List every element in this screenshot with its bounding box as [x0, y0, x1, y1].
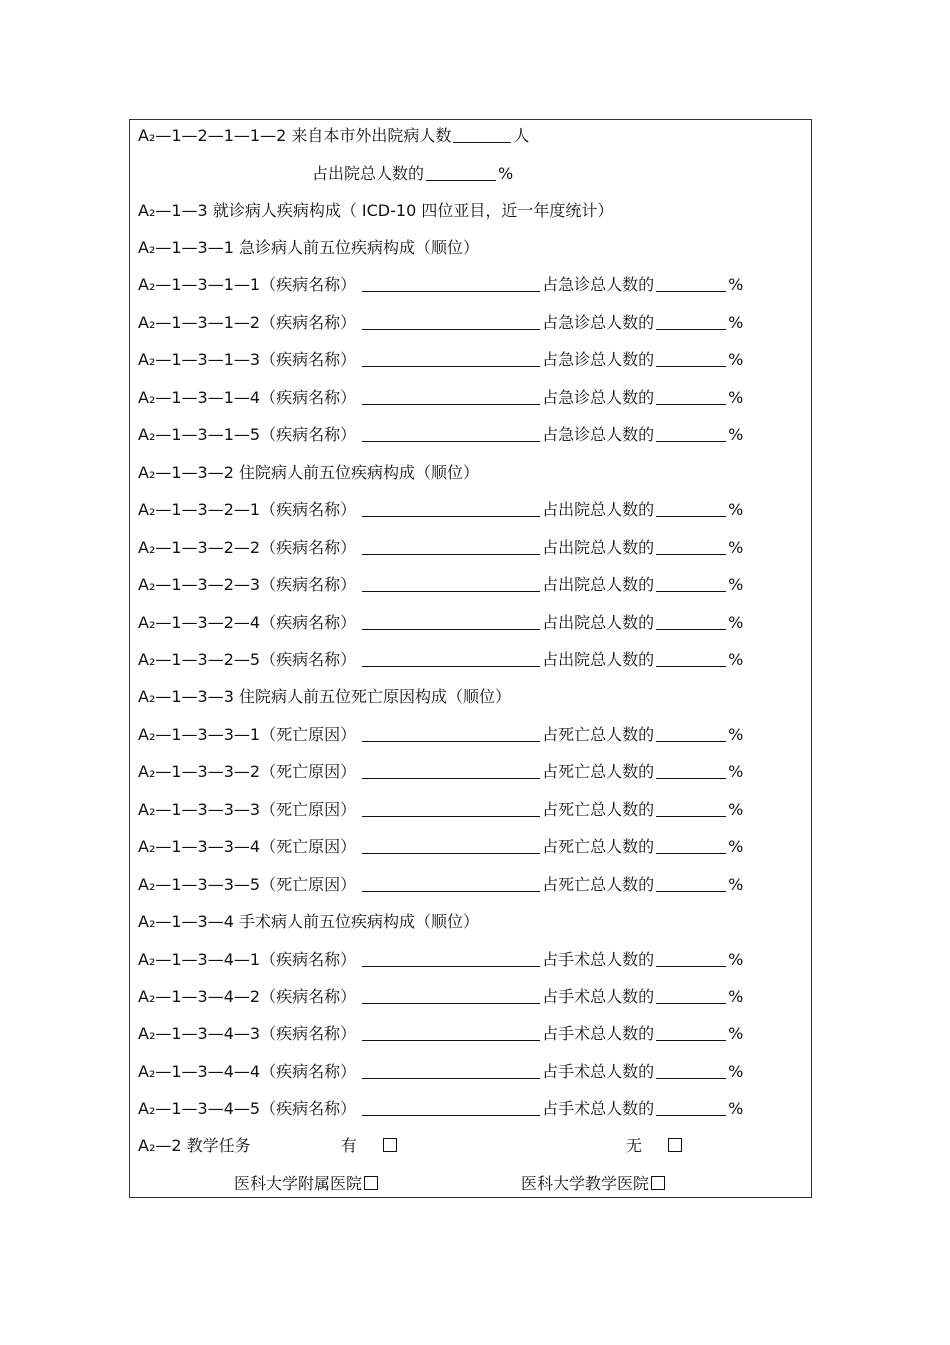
header-unit: 人 — [513, 126, 530, 145]
affiliated-hospital-group — [234, 1172, 378, 1196]
item-share: 占急诊总人数的 — [542, 312, 655, 332]
item-kind: （疾病名称） — [260, 500, 357, 520]
percent-sign: % — [728, 987, 744, 1006]
teaching-label: 教学任务 — [186, 1136, 251, 1155]
item-percent-blank[interactable] — [656, 762, 726, 779]
item-kind: （死亡原因） — [260, 837, 357, 857]
section-code: A₂—1—3—4 — [138, 912, 234, 932]
header-line-outside-city — [138, 124, 529, 148]
item-code: A₂—1—3—3—3 — [138, 799, 261, 819]
teaching-no-group — [626, 1134, 682, 1158]
item-code: A₂—1—3—2—2 — [138, 537, 261, 557]
item-share: 占手术总人数的 — [542, 987, 655, 1006]
item-kind: （死亡原因） — [260, 874, 357, 894]
teaching-hospital-checkbox[interactable] — [651, 1176, 665, 1190]
ranked-item-row — [138, 311, 743, 335]
header-text: 来自本市外出院病人数 — [291, 126, 452, 145]
section-title: 住院病人前五位疾病构成（顺位） — [239, 462, 480, 482]
item-name-blank[interactable] — [362, 500, 540, 517]
item-kind: （死亡原因） — [260, 762, 357, 782]
percent-sign: % — [728, 312, 744, 332]
item-name-blank[interactable] — [362, 725, 540, 742]
item-percent-blank[interactable] — [656, 500, 726, 517]
item-name-blank[interactable] — [362, 1024, 540, 1041]
section-title: 急诊病人前五位疾病构成（顺位） — [239, 238, 480, 257]
item-name-blank[interactable] — [362, 388, 540, 405]
teaching-hospital-group — [521, 1172, 665, 1196]
item-share: 占手术总人数的 — [542, 1024, 655, 1044]
item-percent-blank[interactable] — [656, 950, 726, 967]
item-kind: （疾病名称） — [260, 425, 357, 445]
item-code: A₂—1—3—1—2 — [138, 312, 261, 332]
item-code: A₂—1—3—3—1 — [138, 724, 261, 744]
item-code: A₂—1—3—4—1 — [138, 949, 261, 969]
item-name-blank[interactable] — [362, 1099, 540, 1116]
item-share: 占出院总人数的 — [542, 537, 655, 557]
item-code: A₂—1—3—1—5 — [138, 425, 261, 445]
item-name-blank[interactable] — [362, 313, 540, 330]
percent-sign: % — [728, 500, 744, 520]
item-kind: （疾病名称） — [260, 350, 357, 370]
item-share: 占死亡总人数的 — [542, 762, 655, 782]
item-name-blank[interactable] — [362, 575, 540, 592]
item-kind: （死亡原因） — [260, 724, 357, 744]
item-percent-blank[interactable] — [656, 538, 726, 555]
item-share: 占死亡总人数的 — [542, 799, 655, 819]
ranked-item-row — [138, 536, 743, 560]
ranked-item-row — [138, 1060, 743, 1084]
percent-sign: % — [728, 537, 744, 557]
item-name-blank[interactable] — [362, 762, 540, 779]
item-kind: （疾病名称） — [260, 612, 357, 632]
teaching-row — [138, 1134, 397, 1158]
ranked-item-row — [138, 948, 743, 972]
section-title: 住院病人前五位死亡原因构成（顺位） — [239, 687, 512, 707]
ranked-item-row — [138, 873, 743, 897]
ranked-item-row — [138, 573, 743, 597]
section-heading — [138, 685, 511, 709]
item-share: 占急诊总人数的 — [542, 425, 655, 445]
teaching-no-label: 无 — [626, 1136, 643, 1155]
percent-sign: % — [728, 949, 744, 969]
teaching-yes-label: 有 — [340, 1136, 357, 1155]
percent-sign: % — [728, 799, 744, 819]
item-name-blank[interactable] — [362, 987, 540, 1004]
ranked-item-row — [138, 760, 743, 784]
item-percent-blank[interactable] — [656, 800, 726, 817]
percent-sign: % — [728, 425, 744, 445]
item-code: A₂—1—3—3—5 — [138, 874, 261, 894]
item-code: A₂—1—3—2—3 — [138, 575, 261, 595]
item-percent-blank[interactable] — [656, 1062, 726, 1079]
percent-sign: % — [728, 575, 744, 595]
percent-sign: % — [728, 387, 744, 407]
teaching-code: A₂—2 — [138, 1136, 182, 1155]
ranked-item-row — [138, 498, 743, 522]
percent-sign: % — [728, 762, 744, 782]
item-share: 占出院总人数的 — [542, 500, 655, 520]
item-percent-blank[interactable] — [656, 987, 726, 1004]
item-kind: （疾病名称） — [260, 387, 357, 407]
outside-city-count-blank[interactable] — [453, 126, 511, 143]
item-code: A₂—1—3—4—2 — [138, 987, 261, 1006]
ranked-item-row — [138, 835, 743, 859]
item-kind: （疾病名称） — [260, 1099, 357, 1119]
item-share: 占出院总人数的 — [542, 649, 655, 669]
item-kind: （死亡原因） — [260, 799, 357, 819]
item-name-blank[interactable] — [362, 950, 540, 967]
ranked-item-row — [138, 348, 743, 372]
ranked-item-row — [138, 798, 743, 822]
percent-sign: % — [728, 350, 744, 370]
item-kind: （疾病名称） — [260, 987, 357, 1006]
item-share: 占死亡总人数的 — [542, 724, 655, 744]
item-kind: （疾病名称） — [260, 649, 357, 669]
teaching-hospital-label: 医科大学教学医院 — [521, 1174, 650, 1193]
item-name-blank[interactable] — [362, 275, 540, 292]
affiliated-hospital-label: 医科大学附属医院 — [234, 1174, 363, 1193]
item-kind: （疾病名称） — [260, 1061, 357, 1081]
item-name-blank[interactable] — [362, 650, 540, 667]
item-percent-blank[interactable] — [656, 575, 726, 592]
item-kind: （疾病名称） — [260, 575, 357, 595]
ranked-item-row — [138, 1097, 743, 1121]
item-kind: （疾病名称） — [260, 275, 357, 295]
ranked-item-row — [138, 611, 743, 635]
item-share: 占手术总人数的 — [542, 949, 655, 969]
item-percent-blank[interactable] — [656, 1099, 726, 1116]
ranked-item-row — [138, 648, 743, 672]
item-share: 占出院总人数的 — [542, 612, 655, 632]
affiliated-hospital-checkbox[interactable] — [364, 1176, 378, 1190]
item-kind: （疾病名称） — [260, 537, 357, 557]
header-line-share — [312, 162, 513, 186]
ranked-item-row — [138, 985, 743, 1009]
percent-sign: % — [728, 1099, 744, 1119]
item-percent-blank[interactable] — [656, 388, 726, 405]
section-code: A₂—1—3—1 — [138, 238, 234, 257]
header-code: A₂—1—3 — [138, 201, 208, 220]
item-name-blank[interactable] — [362, 800, 540, 817]
item-percent-blank[interactable] — [656, 425, 726, 442]
section-heading — [138, 461, 479, 485]
header-unit: % — [498, 164, 514, 183]
item-share: 占死亡总人数的 — [542, 837, 655, 857]
ranked-item-row — [138, 423, 743, 447]
item-share: 占急诊总人数的 — [542, 387, 655, 407]
percent-sign: % — [728, 612, 744, 632]
outside-city-share-blank[interactable] — [426, 164, 496, 181]
item-share: 占急诊总人数的 — [542, 350, 655, 370]
section-code: A₂—1—3—3 — [138, 687, 234, 707]
item-code: A₂—1—3—2—1 — [138, 500, 261, 520]
item-percent-blank[interactable] — [656, 313, 726, 330]
percent-sign: % — [728, 275, 744, 295]
item-code: A₂—1—3—3—4 — [138, 837, 261, 857]
item-code: A₂—1—3—4—3 — [138, 1024, 261, 1044]
item-name-blank[interactable] — [362, 538, 540, 555]
item-code: A₂—1—3—1—4 — [138, 387, 261, 407]
item-share: 占手术总人数的 — [542, 1099, 655, 1119]
item-name-blank[interactable] — [362, 837, 540, 854]
item-code: A₂—1—3—4—5 — [138, 1099, 261, 1119]
ranked-item-row — [138, 386, 743, 410]
percent-sign: % — [728, 1024, 744, 1044]
ranked-item-row — [138, 1022, 743, 1046]
ranked-item-row — [138, 273, 743, 297]
percent-sign: % — [728, 724, 744, 744]
item-percent-blank[interactable] — [656, 875, 726, 892]
item-name-blank[interactable] — [362, 1062, 540, 1079]
item-percent-blank[interactable] — [656, 275, 726, 292]
item-code: A₂—1—3—2—5 — [138, 649, 261, 669]
item-name-blank[interactable] — [362, 613, 540, 630]
teaching-yes-checkbox[interactable] — [383, 1138, 397, 1152]
item-code: A₂—1—3—1—3 — [138, 350, 261, 370]
percent-sign: % — [728, 874, 744, 894]
header-text: 就诊病人疾病构成（ ICD-10 四位亚目，近一年度统计） — [212, 201, 614, 220]
item-code: A₂—1—3—3—2 — [138, 762, 261, 782]
item-kind: （疾病名称） — [260, 312, 357, 332]
teaching-no-checkbox[interactable] — [668, 1138, 682, 1152]
section-heading — [138, 910, 479, 934]
item-name-blank[interactable] — [362, 350, 540, 367]
item-name-blank[interactable] — [362, 425, 540, 442]
item-kind: （疾病名称） — [260, 949, 357, 969]
item-kind: （疾病名称） — [260, 1024, 357, 1044]
header-line-disease-composition — [138, 199, 613, 223]
header-text: 占出院总人数的 — [312, 164, 425, 183]
item-percent-blank[interactable] — [656, 650, 726, 667]
item-percent-blank[interactable] — [656, 1024, 726, 1041]
ranked-item-row — [138, 723, 743, 747]
section-heading — [138, 236, 479, 260]
item-code: A₂—1—3—4—4 — [138, 1061, 261, 1081]
section-code: A₂—1—3—2 — [138, 462, 234, 482]
item-share: 占急诊总人数的 — [542, 275, 655, 295]
percent-sign: % — [728, 1061, 744, 1081]
item-name-blank[interactable] — [362, 875, 540, 892]
percent-sign: % — [728, 837, 744, 857]
item-percent-blank[interactable] — [656, 613, 726, 630]
item-share: 占手术总人数的 — [542, 1061, 655, 1081]
item-percent-blank[interactable] — [656, 837, 726, 854]
item-share: 占死亡总人数的 — [542, 874, 655, 894]
item-percent-blank[interactable] — [656, 725, 726, 742]
section-title: 手术病人前五位疾病构成（顺位） — [239, 912, 480, 932]
item-code: A₂—1—3—1—1 — [138, 275, 261, 295]
item-code: A₂—1—3—2—4 — [138, 612, 261, 632]
item-share: 占出院总人数的 — [542, 575, 655, 595]
item-percent-blank[interactable] — [656, 350, 726, 367]
percent-sign: % — [728, 649, 744, 669]
header-code: A₂—1—2—1—1—2 — [138, 126, 287, 145]
